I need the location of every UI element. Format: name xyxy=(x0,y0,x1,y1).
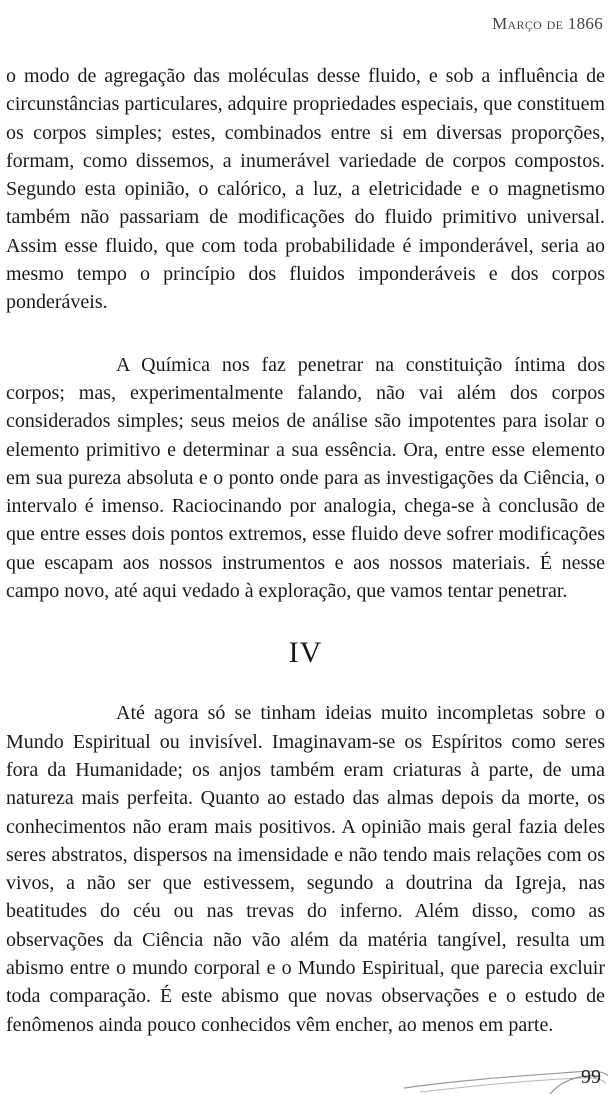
paragraph-spiritual-world: Até agora só se tinham ideias muito incompletas sobre o Mundo Espiritual ou invisível. Imaginavam-se os Espíritos como seres fora da Humanidade; os anjos também eram criaturas à parte, de uma natureza mais perfeita. Quanto ao estado das almas depois da morte, os conhecimentos não eram mais positivos. A opinião mais geral fazia deles seres abstratos, dispersos na imensidade e não tendo mais relações com os vivos, a não ser que estivessem, segundo a doutrina da Igreja, nas beatitudes do céu ou nas trevas do inferno. Além disso, como as observações da Ciência não vão além da matéria tangível, resulta um abismo entre o mundo corporal e o Mundo Espiritual, que parecia excluir toda comparação. É este abismo que novas observações e o estudo de fenômenos ainda pouco conhecidos vêm encher, ao menos em parte. xyxy=(6,702,605,1036)
paragraph-continuation: o modo de agregação das moléculas desse fluido, e sob a influência de circunstâncias particulares, adquire propriedades especiais, que constituem os corpos simples; estes, combinados entre si em diversas proporções, formam, como dissemos, a inumerável variedade de corpos compostos. Segundo esta opinião, o calórico, a luz, a eletricidade e o magnetismo também não passariam de modificações do fluido primitivo universal. Assim esse fluido, que com toda probabilidade é imponderável, seria ao mesmo tempo o princípio dos fluidos imponderáveis e dos corpos ponderáveis. xyxy=(6,65,605,314)
swoosh-ornament-icon xyxy=(400,1058,611,1101)
section-gap xyxy=(6,605,605,635)
paragraph-chemistry: A Química nos faz penetrar na constituição íntima dos corpos; mas, experimentalmente falando, não vai além dos corpos considerados simples; seus meios de análise são impotentes para isolar o elemento primitivo e determinar a sua essência. Ora, entre esse elemento em sua pureza absoluta e o ponto onde para as investigações da Ciência, o intervalo é imenso. Raciocinando por analogia, chega-se à conclusão de que entre esses dois pontos extremos, esse fluido deve sofrer modificações que escapam aos nossos instrumentos e aos nossos materiais. É nesse campo novo, até aqui vedado à exploração, que vamos tentar penetrar. xyxy=(6,353,605,603)
page-body xyxy=(6,62,605,1039)
page-number: 99 xyxy=(581,1066,601,1088)
section-heading: IV xyxy=(288,636,323,670)
paragraph-gap xyxy=(6,317,605,351)
running-header: Março de 1866 xyxy=(492,14,603,33)
